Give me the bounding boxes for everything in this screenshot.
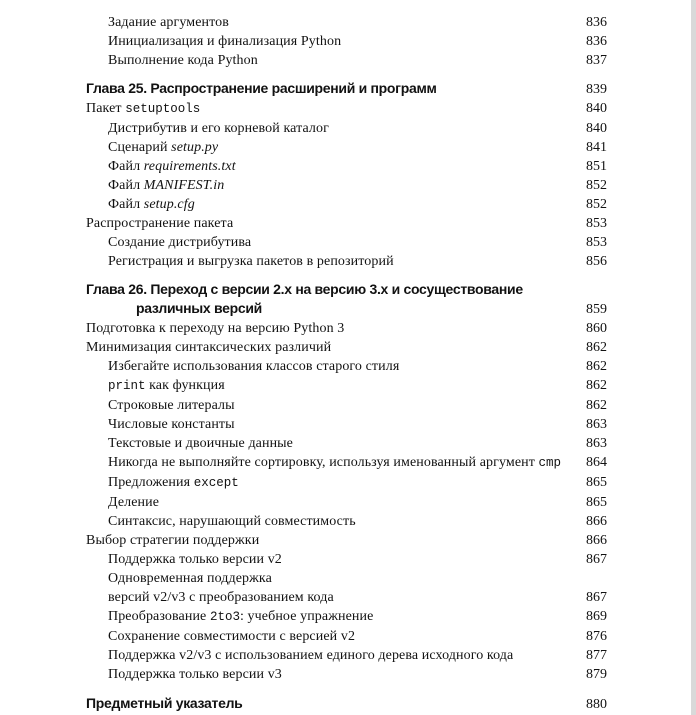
toc-title-segment: версий v2/v3 с преобразованием кода [108, 590, 334, 605]
toc-entry [86, 434, 607, 453]
toc-title-segment: Избегайте использования классов старого стиля [108, 359, 400, 374]
toc-title-segment: Минимизация синтаксических различий [86, 340, 332, 355]
toc-entry-title [86, 646, 513, 665]
toc-page-number: 879 [586, 667, 607, 682]
toc-entry [86, 512, 607, 531]
toc-title-segment: Файл [108, 159, 144, 174]
toc-entry-title [86, 157, 236, 176]
toc-title-segment: Предметный указатель [86, 695, 243, 711]
toc-page-number: 852 [586, 178, 607, 193]
toc-chapter-entry [86, 280, 607, 319]
toc-entry-line [86, 646, 607, 665]
toc-page-number: 880 [586, 697, 607, 712]
toc-entry-title [86, 627, 355, 646]
toc-page-number: 862 [586, 398, 607, 413]
toc-entry [86, 319, 607, 338]
toc-page-number: 867 [586, 552, 607, 567]
toc-entry-line [86, 376, 607, 396]
toc-entry [86, 665, 607, 684]
toc-title-segment: Выбор стратегии поддержки [86, 533, 260, 548]
toc-title-segment: cmp [538, 456, 562, 470]
toc-entry-line [86, 473, 607, 493]
toc-entry-title [86, 531, 259, 550]
toc-entry-title [86, 357, 399, 376]
toc-entry [86, 157, 607, 176]
toc-entry-line [86, 627, 607, 646]
toc-entry [86, 646, 607, 665]
toc-entry [86, 493, 607, 512]
toc-page-number: 876 [586, 629, 607, 644]
toc-title-segment: Файл [108, 178, 144, 193]
toc-entry-title [86, 32, 341, 51]
toc-entry-title [86, 665, 282, 684]
toc-entry-line [86, 569, 607, 588]
toc-title-segment: setup.cfg [143, 197, 195, 212]
toc-entry [86, 138, 607, 157]
toc-entry-title [86, 493, 159, 512]
toc-page-number: 860 [586, 321, 607, 336]
toc-title-segment: Преобразование [108, 609, 210, 624]
toc-entry-line [86, 588, 607, 607]
toc-entry [86, 176, 607, 195]
toc-title-segment: Задание аргументов [108, 15, 229, 30]
toc-page-number: 853 [586, 216, 607, 231]
toc-page-number: 864 [586, 455, 607, 470]
toc-entry-title [86, 51, 258, 70]
toc-page-number: 866 [586, 533, 607, 548]
toc-entry-line [86, 79, 607, 99]
toc-entry-title [86, 473, 239, 493]
toc-entry-line [86, 32, 607, 51]
toc-page-number: 837 [586, 53, 607, 68]
toc-title-segment: except [193, 476, 239, 490]
toc-title-segment: Деление [108, 495, 160, 510]
toc-title-segment: Создание дистрибутива [108, 235, 252, 250]
page-edge-strip [691, 0, 696, 715]
toc-entry [86, 119, 607, 138]
toc-entry [86, 195, 607, 214]
toc-entry [86, 214, 607, 233]
toc-entry-line [86, 531, 607, 550]
toc-entry-line [86, 319, 607, 338]
toc-entry [86, 13, 607, 32]
toc-title-segment: Никогда не выполняйте сортировку, используя именованный аргумент [108, 455, 539, 470]
toc-title-segment: Предложения [108, 475, 194, 490]
toc-entry-title [86, 79, 437, 98]
toc-entry [86, 550, 607, 569]
toc-page-number: 852 [586, 197, 607, 212]
toc-entry [86, 453, 607, 473]
toc-entry-title [86, 569, 272, 588]
toc-entry-line [86, 299, 607, 319]
toc-entry [86, 99, 607, 119]
toc-page-number: 865 [586, 495, 607, 510]
toc-entry-title [86, 588, 334, 607]
toc-entry-title [86, 99, 200, 119]
toc-entry-title [86, 13, 229, 32]
toc-entry-title [86, 319, 344, 338]
toc-entry-line [86, 512, 607, 531]
toc-entry-line [86, 176, 607, 195]
toc-entry-line [86, 233, 607, 252]
toc-chapter-entry [86, 694, 607, 714]
toc-entry [86, 376, 607, 396]
toc-entry-line [86, 99, 607, 119]
toc-entry-line [86, 434, 607, 453]
toc-title-segment: 2to3 [209, 610, 240, 624]
toc-title-segment: print [108, 379, 146, 393]
toc-entry-line [86, 119, 607, 138]
toc-entry-line [86, 338, 607, 357]
toc-page-number: 840 [586, 101, 607, 116]
toc-page-number: 839 [586, 82, 607, 97]
toc-title-segment: setuptools [125, 102, 201, 116]
toc-entry-title [86, 119, 329, 138]
toc-entry-title [86, 280, 523, 299]
toc-entry [86, 415, 607, 434]
toc-entry [86, 233, 607, 252]
toc-entry [86, 32, 607, 51]
toc-page-number: 836 [586, 15, 607, 30]
toc-entry-title [86, 338, 331, 357]
toc-page-number: 836 [586, 34, 607, 49]
toc-page-number: 853 [586, 235, 607, 250]
toc-entry-line [86, 694, 607, 714]
toc-title-segment: : учебное упражнение [239, 609, 374, 624]
toc-entry-line [86, 415, 607, 434]
toc-entry-title [86, 214, 233, 233]
toc-title-segment: Подготовка к переходу на версию Python 3 [86, 321, 345, 336]
toc-page-number: 856 [586, 254, 607, 269]
toc-entry [86, 627, 607, 646]
toc-page-number: 862 [586, 359, 607, 374]
toc-title-segment: Одновременная поддержка [108, 571, 272, 586]
toc-title-segment: Поддержка v2/v3 с использованием единого дерева исходного кода [108, 648, 514, 663]
toc-entry-title [86, 299, 262, 318]
toc-entry-title [86, 138, 218, 157]
toc-title-segment: Распространение пакета [86, 216, 234, 231]
toc-title-segment: различных версий [136, 300, 262, 316]
toc-list [86, 13, 607, 714]
toc-entry [86, 338, 607, 357]
toc-page-number: 840 [586, 121, 607, 136]
toc-chapter-entry [86, 79, 607, 99]
toc-entry-title [86, 195, 195, 214]
toc-entry [86, 569, 607, 607]
toc-entry-line [86, 396, 607, 415]
toc-title-segment: Поддержка только версии v2 [108, 552, 282, 567]
toc-entry-title [86, 396, 235, 415]
toc-title-segment: Регистрация и выгрузка пакетов в репозиторий [108, 254, 394, 269]
toc-title-segment: requirements.txt [143, 159, 236, 174]
toc-entry-title [86, 376, 225, 396]
toc-title-segment: MANIFEST.in [143, 178, 225, 193]
toc-title-segment: Поддержка только версии v3 [108, 667, 282, 682]
toc-title-segment: как функция [145, 378, 225, 393]
toc-entry-line [86, 453, 607, 473]
toc-entry-line [86, 252, 607, 271]
toc-entry-line [86, 493, 607, 512]
toc-title-segment: Выполнение кода Python [108, 53, 258, 68]
toc-entry-title [86, 512, 356, 531]
toc-entry-title [86, 176, 224, 195]
toc-title-segment: Числовые константы [108, 417, 235, 432]
toc-entry [86, 357, 607, 376]
toc-title-segment: Инициализация и финализация Python [108, 34, 342, 49]
toc-page-number: 862 [586, 378, 607, 393]
toc-title-segment: Глава 26. Переход с версии 2.x на версию 3.x и сосуществование [86, 281, 523, 297]
toc-entry-title [86, 415, 235, 434]
toc-title-segment: setup.py [171, 140, 219, 155]
toc-title-segment: Пакет [86, 101, 126, 116]
toc-entry [86, 396, 607, 415]
toc-entry [86, 51, 607, 70]
toc-entry [86, 252, 607, 271]
toc-title-segment: Сценарий [108, 140, 172, 155]
toc-page-number: 877 [586, 648, 607, 663]
toc-entry [86, 531, 607, 550]
toc-title-segment: Сохранение совместимости с версией v2 [108, 629, 356, 644]
toc-entry-line [86, 550, 607, 569]
toc-page-number: 869 [586, 609, 607, 624]
toc-entry-line [86, 280, 607, 299]
toc-entry-line [86, 665, 607, 684]
toc-entry-title [86, 252, 394, 271]
toc-entry-line [86, 51, 607, 70]
toc-page-number: 863 [586, 436, 607, 451]
toc-title-segment: Синтаксис, нарушающий совместимость [108, 514, 356, 529]
toc-entry-line [86, 195, 607, 214]
toc-entry [86, 473, 607, 493]
toc-entry-title [86, 694, 242, 713]
toc-page-number: 865 [586, 475, 607, 490]
toc-entry-title [86, 453, 561, 473]
toc-title-segment: Файл [108, 197, 144, 212]
toc-title-segment: Глава 25. Распространение расширений и программ [86, 80, 437, 96]
toc-page-number: 851 [586, 159, 607, 174]
toc-page-number: 866 [586, 514, 607, 529]
toc-entry-title [86, 434, 293, 453]
toc-entry-line [86, 157, 607, 176]
toc-page-number: 841 [586, 140, 607, 155]
toc-entry-line [86, 13, 607, 32]
toc-title-segment: Дистрибутив и его корневой каталог [108, 121, 329, 136]
toc-page-number: 859 [586, 302, 607, 317]
toc-title-segment: Текстовые и двоичные данные [108, 436, 293, 451]
toc-entry [86, 607, 607, 627]
toc-page-number: 867 [586, 590, 607, 605]
toc-entry-title [86, 233, 251, 252]
toc-entry-title [86, 550, 282, 569]
toc-entry-line [86, 357, 607, 376]
toc-entry-line [86, 607, 607, 627]
toc-entry-line [86, 214, 607, 233]
toc-title-segment: Строковые литералы [108, 398, 235, 413]
toc-entry-title [86, 607, 373, 627]
toc-page-number: 862 [586, 340, 607, 355]
toc-entry-line [86, 138, 607, 157]
toc-page-number: 863 [586, 417, 607, 432]
